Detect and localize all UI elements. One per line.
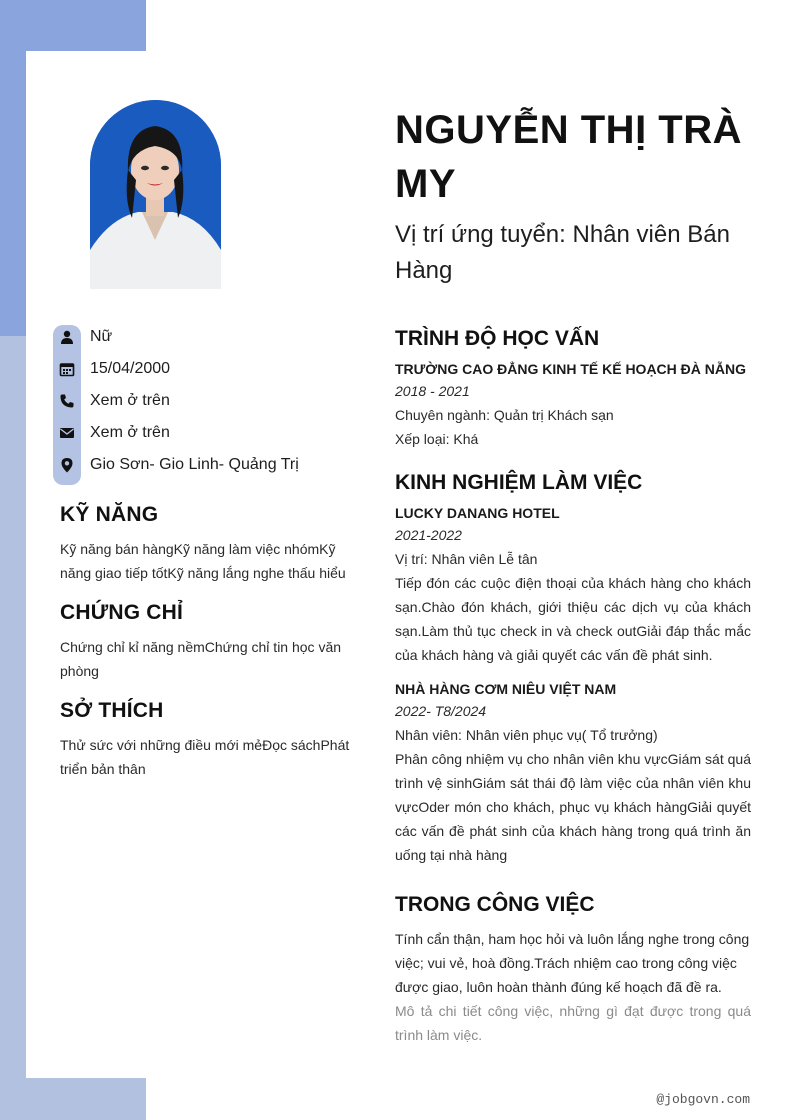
skills-text: Kỹ năng bán hàngKỹ năng làm việc nhómKỹ năng giao tiếp tốtKỹ năng lắng nghe thấu hiểu xyxy=(60,541,346,581)
candidate-name: NGUYỄN THỊ TRÀ MY xyxy=(395,108,742,206)
work-attitude-section xyxy=(395,893,751,1047)
work-attitude-title: TRONG CÔNG VIỆC xyxy=(395,893,595,916)
phone-value[interactable]: Xem ở trên xyxy=(90,392,170,409)
job-entry xyxy=(395,505,751,667)
education-major: Chuyên ngành: Quản trị Khách sạn xyxy=(395,407,614,423)
experience-title: KINH NGHIỆM LÀM VIỆC xyxy=(395,471,643,494)
job-description: Phân công nhiệm vụ cho nhân viên khu vựcGiám sát quá trình vệ sinhGiám sát thái độ làm việc của nhân viên khu vựcOder món cho khách, phục vụ khách hàngGiải quyết các vấn đề phát sinh của khách hàng trong quá trình ăn uống tại nhà hàng xyxy=(395,751,751,863)
decor-block-bottom xyxy=(0,1078,146,1120)
contact-address xyxy=(53,452,353,478)
job-entry xyxy=(395,681,751,867)
envelope-icon xyxy=(53,425,81,441)
contact-birthday xyxy=(53,356,353,382)
skills-title: KỸ NĂNG xyxy=(60,503,159,526)
watermark: @jobgovn.com xyxy=(656,1092,750,1107)
profile-photo xyxy=(90,100,221,289)
education-grade: Xếp loại: Khá xyxy=(395,431,479,447)
education-section xyxy=(395,327,751,451)
work-attitude-hint: Mô tả chi tiết công việc, những gì đạt được trong quá trình làm việc. xyxy=(395,1003,751,1043)
work-attitude-text: Tính cẩn thận, ham học hỏi và luôn lắng nghe trong công việc; vui vẻ, hoà đồng.Trách nhiệm cao trong công việc được giao, luôn hoàn thành đúng kế hoạch đã đề ra. xyxy=(395,931,750,995)
applied-position: Vị trí ứng tuyển: Nhân viên Bán Hàng xyxy=(395,221,730,284)
contact-gender xyxy=(53,324,353,350)
contact-phone xyxy=(53,388,353,414)
address-value: Gio Sơn- Gio Linh- Quảng Trị xyxy=(90,456,299,473)
certificates-section xyxy=(60,601,350,683)
contact-email xyxy=(53,420,353,446)
education-title: TRÌNH ĐỘ HỌC VẤN xyxy=(395,327,600,350)
location-pin-icon xyxy=(53,457,81,473)
skills-section xyxy=(60,503,350,585)
header xyxy=(395,103,751,289)
certificates-title: CHỨNG CHỈ xyxy=(60,601,184,624)
certificates-text: Chứng chỉ kỉ năng nềmChứng chỉ tin học văn phòng xyxy=(60,639,342,679)
experience-section xyxy=(395,471,751,867)
job-company: LUCKY DANANG HOTEL xyxy=(395,505,560,521)
job-role: Vị trí: Nhân viên Lễ tân xyxy=(395,551,538,567)
job-period: 2021-2022 xyxy=(395,527,462,543)
birthday-value: 15/04/2000 xyxy=(90,360,171,377)
hobbies-text: Thử sức với những điều mới mẻĐọc sáchPhát triển bản thân xyxy=(60,737,350,777)
email-value[interactable]: Xem ở trên xyxy=(90,424,170,441)
person-icon xyxy=(53,329,81,345)
phone-icon xyxy=(53,393,81,409)
job-period: 2022- T8/2024 xyxy=(395,703,487,719)
hobbies-section xyxy=(60,699,350,781)
job-role: Nhân viên: Nhân viên phục vụ( Tổ trưởng) xyxy=(395,727,658,743)
calendar-icon xyxy=(53,361,81,377)
hobbies-title: SỞ THÍCH xyxy=(60,699,164,722)
gender-value: Nữ xyxy=(90,328,113,345)
education-period: 2018 - 2021 xyxy=(395,383,470,399)
education-school: TRƯỜNG CAO ĐẲNG KINH TẾ KẾ HOẠCH ĐÀ NẴNG xyxy=(395,361,746,377)
decor-strip-left xyxy=(0,336,26,1120)
job-description: Tiếp đón các cuộc điện thoại của khách hàng cho khách sạn.Chào đón khách, giới thiệu các dịch vụ của khách sạn.Làm thủ tục check in và check outGiải đáp thắc mắc của khách hàng và giải quyết các vấn đề phát sinh. xyxy=(395,575,751,663)
job-company: NHÀ HÀNG CƠM NIÊU VIỆT NAM xyxy=(395,681,617,697)
